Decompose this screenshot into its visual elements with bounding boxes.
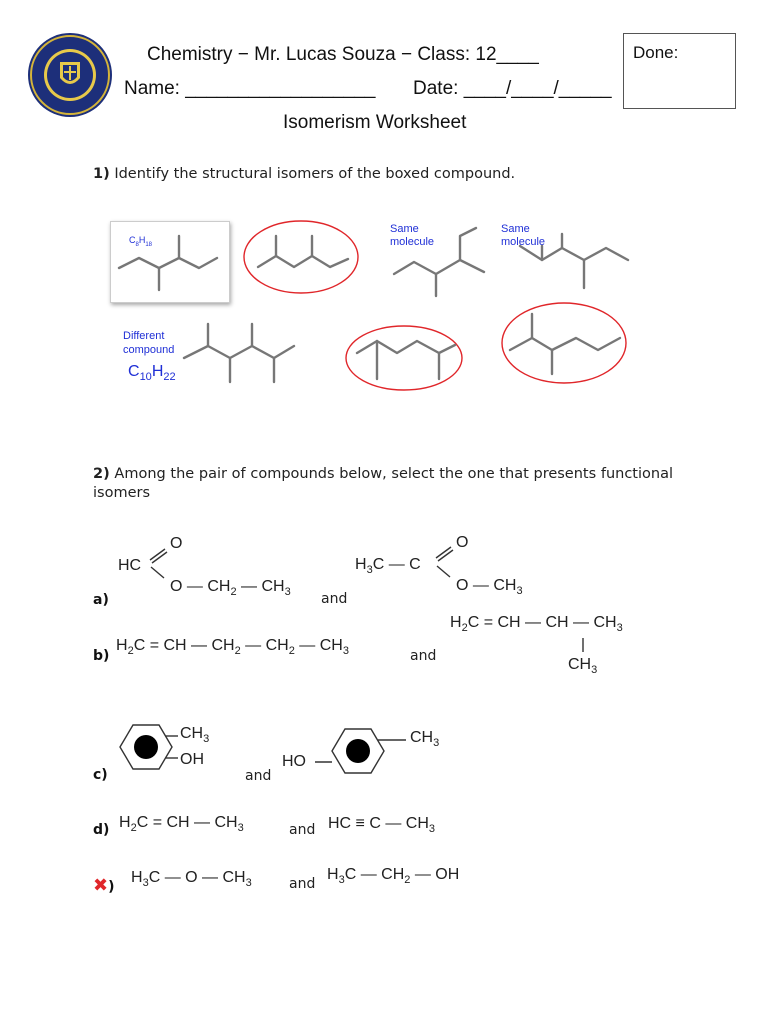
note-same-molecule-2: Same molecule bbox=[501, 223, 546, 248]
isomer-circled-2 bbox=[343, 323, 467, 393]
question-1 bbox=[93, 166, 515, 182]
option-c-and: and bbox=[245, 768, 272, 784]
isomer-circled-3 bbox=[500, 298, 630, 388]
option-a-and: and bbox=[321, 591, 348, 607]
option-e-label: ✖) bbox=[93, 875, 115, 896]
name-field-label: Name: __________________ bbox=[124, 78, 376, 99]
option-d-compound-1: $H_2C$ = CH — $CH_3$ bbox=[119, 814, 244, 835]
question-1-number: 1) bbox=[93, 166, 110, 182]
option-a-label: a) bbox=[93, 592, 109, 608]
boxed-compound bbox=[110, 221, 230, 303]
done-box bbox=[623, 33, 736, 109]
option-b-label: b) bbox=[93, 648, 110, 664]
date-field-label: Date: ____/____/_____ bbox=[413, 78, 612, 99]
option-d-compound-2: HC ≡ C — $CH_3$ bbox=[328, 815, 436, 836]
different-compound-structure bbox=[180, 318, 300, 388]
school-logo bbox=[27, 32, 113, 118]
option-d-and: and bbox=[289, 822, 316, 838]
option-a-compound-1: HC O O — $CH_2$ — $CH_3$ bbox=[118, 535, 291, 599]
option-c-label: c) bbox=[93, 767, 108, 783]
option-a-compound-2: $H_3C$ — C O O — $CH_3$ bbox=[355, 534, 523, 598]
isomer-circled-1 bbox=[242, 218, 362, 298]
option-b-compound-2: $H_2C$ = CH — CH — $CH_3$ $CH_3$ bbox=[450, 614, 623, 677]
question-1-text: Identify the structural isomers of the boxed compound. bbox=[114, 166, 516, 182]
different-formula: $C_{10}H_{22}$ bbox=[128, 363, 176, 384]
note-different-compound: Different compound bbox=[123, 330, 175, 356]
question-2-number: 2) bbox=[93, 466, 110, 482]
worksheet-subtitle: Isomerism Worksheet bbox=[283, 112, 467, 133]
cross-mark-icon: ✖ bbox=[93, 875, 109, 896]
option-b-and: and bbox=[410, 648, 437, 664]
option-e-compound-1: $H_3C$ — O — $CH_3$ bbox=[131, 869, 252, 890]
boxed-formula: $C_8H_{18}$ bbox=[129, 235, 153, 248]
option-d-label: d) bbox=[93, 822, 110, 838]
same-molecule-structure-2 bbox=[516, 226, 636, 301]
option-e-and: and bbox=[289, 876, 316, 892]
done-label: Done: bbox=[633, 43, 679, 62]
option-c-compound-1: $CH_3$ OH bbox=[116, 720, 236, 780]
same-molecule-structure-1 bbox=[390, 226, 490, 301]
option-e-compound-2: $H_3C$ — $CH_2$ — OH bbox=[327, 866, 460, 887]
option-b-compound-1: $H_2C$ = CH — $CH_2$ — $CH_2$ — $CH_3$ bbox=[116, 637, 349, 658]
question-2-text: Among the pair of compounds below, select the one that presents functional isomers bbox=[93, 466, 674, 501]
worksheet-header-title: Chemistry − Mr. Lucas Souza − Class: 12____ bbox=[147, 44, 539, 65]
option-c-compound-2: HO $CH_3$ bbox=[282, 712, 462, 782]
note-same-molecule-1: Same molecule bbox=[390, 223, 435, 248]
boxed-skeletal-structure bbox=[111, 222, 229, 302]
question-2 bbox=[93, 465, 673, 503]
